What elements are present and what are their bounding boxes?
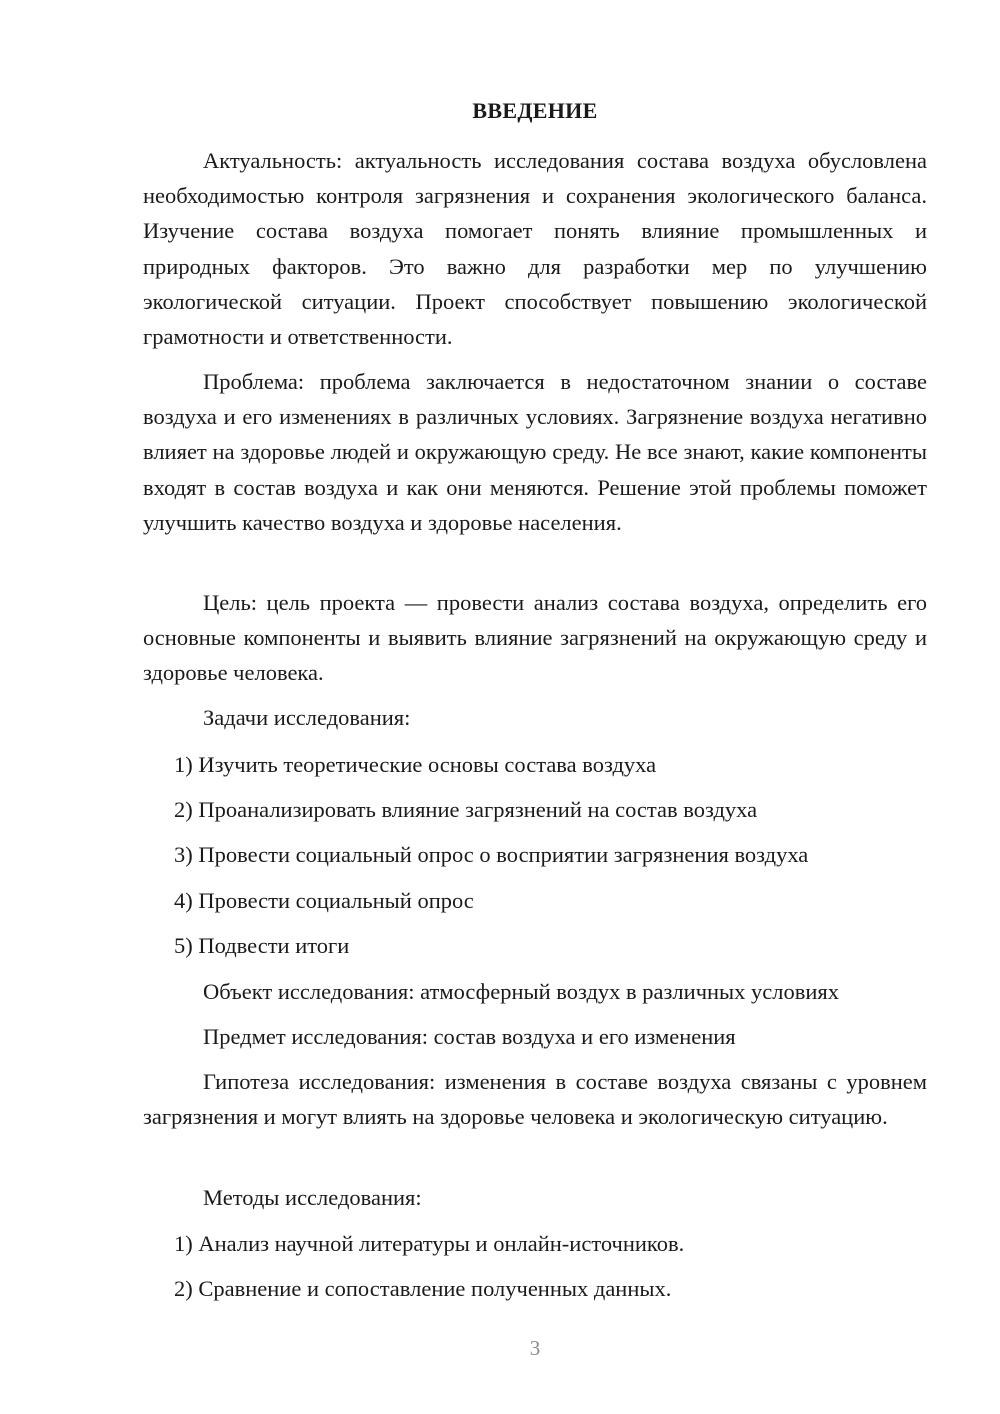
paragraph-relevance: Актуальность: актуальность исследования состава воздуха обусловлена необходимостью контроля загрязнения и сохранения экологического баланса. Изучение состава воздуха помогает понять влияние промышленных и природных факторов. Это важно для разработки мер по улучшению экологической ситуации. Проект способствует повышению экологической грамотности и ответственности. (143, 148, 927, 350)
method-item: 1) Анализ научной литературы и онлайн-источников. (174, 1231, 685, 1256)
task-item: 1) Изучить теоретические основы состава воздуха (174, 752, 657, 777)
page-title: ВВЕДЕНИЕ (472, 98, 598, 123)
task-item: 2) Проанализировать влияние загрязнений на состав воздуха (174, 797, 758, 822)
paragraph-goal: Цель: цель проекта — провести анализ состава воздуха, определить его основные компоненты и выявить влияние загрязнений на окружающую среду и здоровье человека. (143, 590, 927, 686)
tasks-heading: Задачи исследования: (203, 705, 411, 730)
research-object: Объект исследования: атмосферный воздух в различных условиях (203, 979, 840, 1004)
methods-heading: Методы исследования: (203, 1185, 422, 1210)
task-item: 4) Провести социальный опрос (174, 888, 474, 913)
research-subject: Предмет исследования: состав воздуха и его изменения (203, 1024, 736, 1049)
task-item: 3) Провести социальный опрос о восприятии загрязнения воздуха (174, 842, 809, 867)
paragraph-hypothesis: Гипотеза исследования: изменения в составе воздуха связаны с уровнем загрязнения и могут влиять на здоровье человека и экологическую ситуацию. (143, 1069, 927, 1130)
task-item: 5) Подвести итоги (174, 933, 350, 958)
paragraph-problem: Проблема: проблема заключается в недостаточном знании о составе воздуха и его изменениях в различных условиях. Загрязнение воздуха негативно влияет на здоровье людей и окружающую среду. Не все знают, какие компоненты входят в состав воздуха и как они меняются. Решение этой проблемы поможет улучшить качество воздуха и здоровье населения. (143, 369, 927, 535)
method-item: 2) Сравнение и сопоставление полученных данных. (174, 1276, 672, 1301)
page-number: 3 (529, 1336, 541, 1360)
